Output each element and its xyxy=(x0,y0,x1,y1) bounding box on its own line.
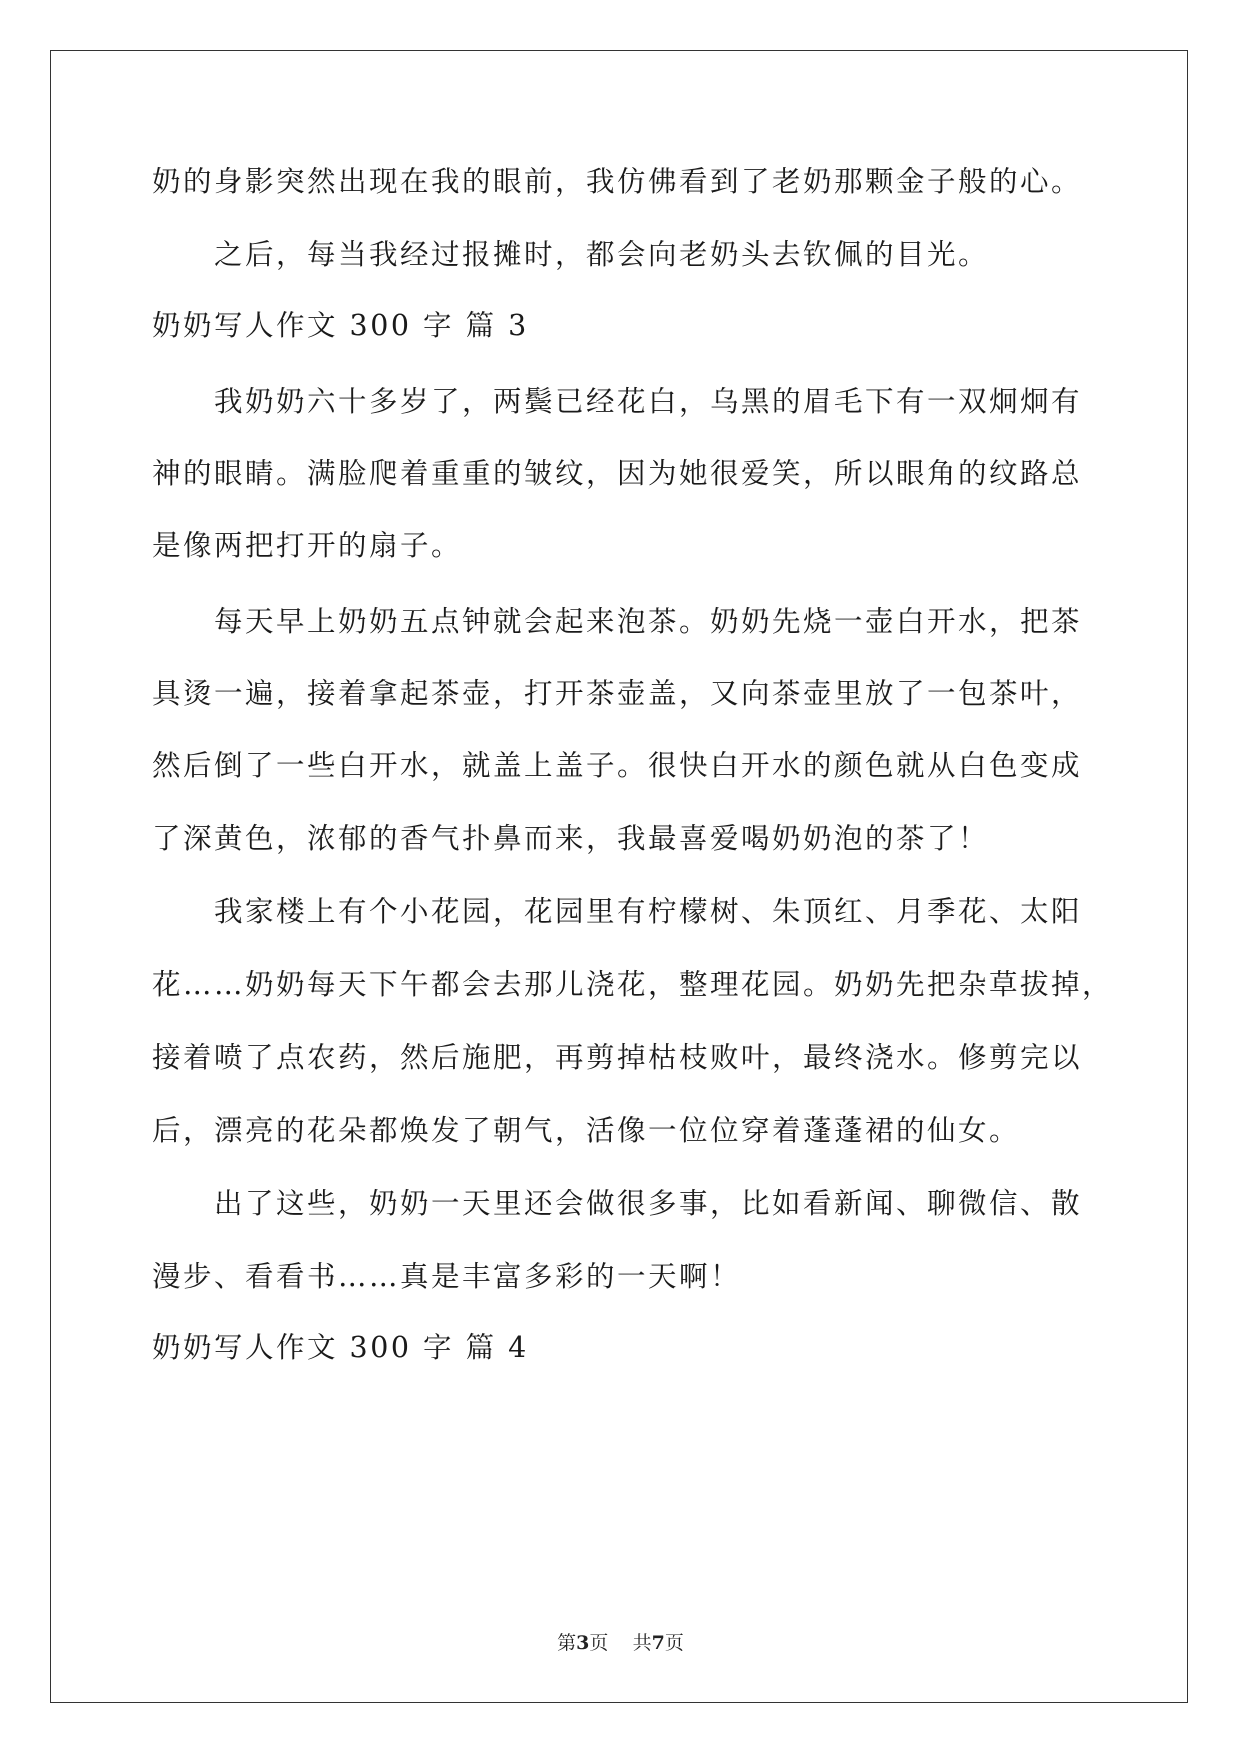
text-line: 我家楼上有个小花园，花园里有柠檬树、朱顶红、月季花、太阳 xyxy=(214,895,1083,928)
text-line: 每天早上奶奶五点钟就会起来泡茶。奶奶先烧一壶白开水，把茶 xyxy=(214,605,1083,638)
text-line: 后，漂亮的花朵都焕发了朝气，活像一位位穿着蓬蓬裙的仙女。 xyxy=(152,1114,1021,1147)
page-border xyxy=(50,50,1188,1703)
text-line: 了深黄色，浓郁的香气扑鼻而来，我最喜爱喝奶奶泡的茶了！ xyxy=(152,822,990,855)
text-line: 漫步、看看书……真是丰富多彩的一天啊！ xyxy=(152,1260,742,1293)
page-number: 第3页 xyxy=(557,1632,609,1654)
text-line: 接着喷了点农药，然后施肥，再剪掉枯枝败叶，最终浇水。修剪完以 xyxy=(152,1041,1083,1074)
page-total: 共7页 xyxy=(632,1632,684,1654)
text-line: 具烫一遍，接着拿起茶壶，打开茶壶盖，又向茶壶里放了一包茶叶， xyxy=(152,677,1083,710)
text-line: 花……奶奶每天下午都会去那儿浇花，整理花园。奶奶先把杂草拔掉， xyxy=(152,968,1114,1001)
text-line: 奶的身影突然出现在我的眼前，我仿佛看到了老奶那颗金子般的心。 xyxy=(152,165,1083,198)
text-line: 出了这些，奶奶一天里还会做很多事，比如看新闻、聊微信、散 xyxy=(214,1187,1083,1220)
text-line: 我奶奶六十多岁了，两鬓已经花白，乌黑的眉毛下有一双炯炯有 xyxy=(214,385,1083,418)
text-line: 神的眼睛。满脸爬着重重的皱纹，因为她很爱笑，所以眼角的纹路总 xyxy=(152,457,1083,490)
text-line: 然后倒了一些白开水，就盖上盖子。很快白开水的颜色就从白色变成 xyxy=(152,749,1083,782)
section-heading: 奶奶写人作文 300 字 篇 3 xyxy=(152,309,529,342)
page-footer xyxy=(0,1632,1241,1654)
text-line: 是像两把打开的扇子。 xyxy=(152,529,463,562)
section-heading: 奶奶写人作文 300 字 篇 4 xyxy=(152,1331,529,1364)
text-line: 之后，每当我经过报摊时，都会向老奶头去钦佩的目光。 xyxy=(214,238,990,271)
